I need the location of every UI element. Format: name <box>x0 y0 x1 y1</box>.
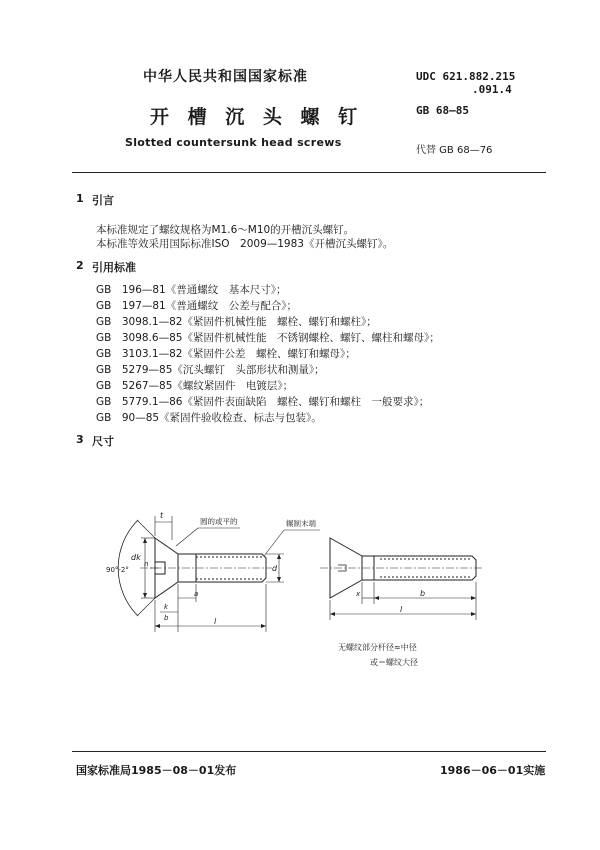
gb-number: GB 68—85 <box>416 104 469 117</box>
label-a: a <box>194 590 199 598</box>
section-3-title: 尺寸 <box>92 435 114 448</box>
effective-date: 1986－06－01实施 <box>440 764 546 777</box>
label-x: x <box>356 590 361 598</box>
udc-code-line2: .091.4 <box>472 83 512 96</box>
reference-item: GB 197—81《普通螺纹 公差与配合》； <box>96 300 297 312</box>
label-t: t <box>160 511 164 520</box>
label-d: d <box>272 564 278 573</box>
section-1-title: 引言 <box>92 194 114 207</box>
replaces-note: 代替 GB 68—76 <box>416 145 493 156</box>
footer-rule <box>72 751 546 752</box>
reference-item: GB 90—85《紧固件验收检查、标志与包装》。 <box>96 412 322 424</box>
udc-code-line1: UDC 621.882.215 <box>416 70 516 83</box>
title-chinese: 开 槽 沉 头 螺 钉 <box>150 106 364 128</box>
section-2-number: 2 <box>76 259 84 272</box>
reference-item: GB 5779.1—86《紧固件表面缺陷 螺栓、螺钉和螺柱 一般要求》； <box>96 396 430 408</box>
section-1-paragraph-1: 本标准规定了螺纹规格为M1.6～M10的开槽沉头螺钉。 <box>96 224 355 236</box>
label-n: n <box>144 560 149 568</box>
label-round-or-flat: 圆的或平的 <box>200 517 238 526</box>
reference-item: GB 5267—85《螺纹紧固件 电镀层》； <box>96 380 294 392</box>
issue-date: 国家标准局1985－08－01发布 <box>76 764 237 777</box>
label-rolled-end: 辗制末端 <box>286 519 316 528</box>
note-line-2: 或＝螺纹大径 <box>370 658 418 667</box>
label-k: k <box>164 603 169 611</box>
label-b-right: b <box>420 589 426 598</box>
label-l-left: l <box>214 617 217 626</box>
label-l-right: l <box>400 605 403 614</box>
reference-item: GB 3098.6—85《紧固件机械性能 不锈钢螺栓、螺钉、螺柱和螺母》； <box>96 332 440 344</box>
label-dk: dk <box>131 553 141 562</box>
section-2-title: 引用标准 <box>92 261 136 274</box>
title-english: Slotted countersunk head screws <box>125 136 342 149</box>
reference-item: GB 3098.1—82《紧固件机械性能 螺栓、螺钉和螺柱》； <box>96 316 377 328</box>
label-angle: 90°-2° <box>106 566 129 574</box>
label-b-left: b <box>164 614 169 622</box>
section-1-number: 1 <box>76 192 84 205</box>
section-1-paragraph-2: 本标准等效采用国际标准ISO 2009—1983《开槽沉头螺钉》。 <box>96 238 394 250</box>
reference-item: GB 196—81《普通螺纹 基本尺寸》； <box>96 284 287 296</box>
section-3-number: 3 <box>76 433 84 446</box>
reference-item: GB 3103.1—82《紧固件公差 螺栓、螺钉和螺母》； <box>96 348 356 360</box>
note-line-1: 无螺纹部分杆径≈中径 <box>338 643 417 652</box>
standard-name: 中华人民共和国国家标准 <box>143 69 308 85</box>
reference-item: GB 5279—85《沉头螺钉 头部形状和测量》； <box>96 364 325 376</box>
